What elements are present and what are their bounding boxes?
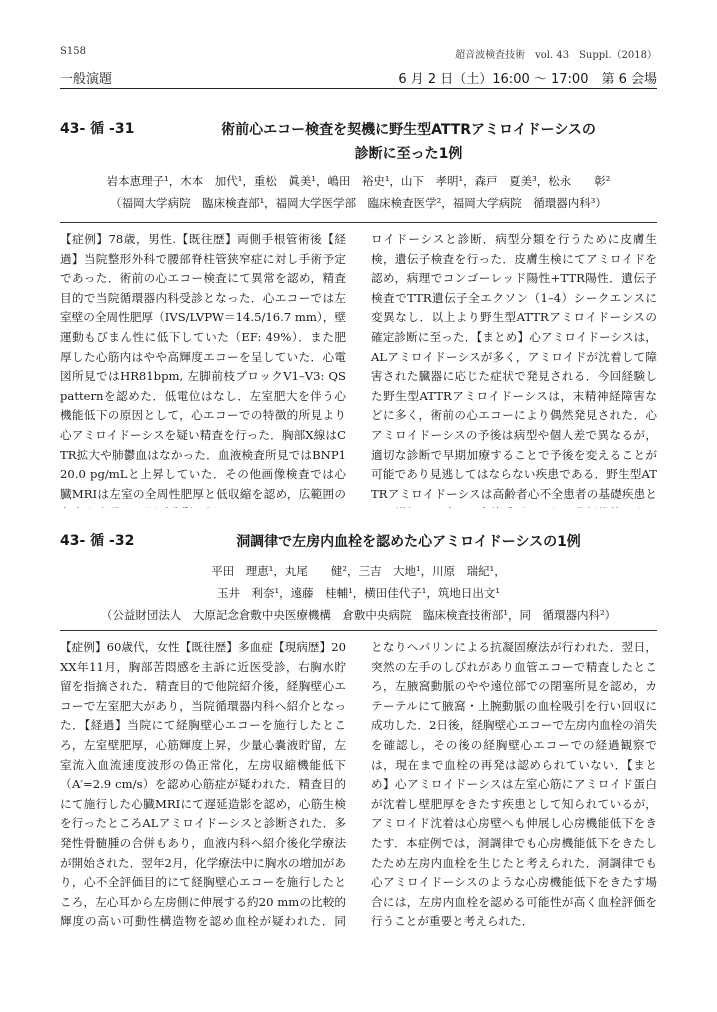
abstract-heading [60,530,657,554]
divider [60,630,657,631]
running-header [60,46,657,60]
page-number: S158 [60,46,86,57]
abstract-id: 43- 循 -31 [60,121,135,137]
abstract-heading [60,118,657,166]
abstract-body-left: 【症例】60歳代，女性【既往歴】多血症【現病歴】20XX年11月，胸部苦悶感を主訴に近医受診，右胸水貯留を指摘された．精査目的で他院紹介後，経胸壁心エコーで左室肥大があり，当院循環器内科へ紹介となった．【経過】当院にて経胸壁心エコーを施行したところ，左室壁肥厚，心筋輝度上昇，少量心嚢液貯留，左室流入血流速度波形の偽正常化，左房収縮機能低下（A′=2.9 cm/s）を認め心筋症が疑われた．精査目的にて施行した心臓MRIにて遅延造影を認め，心筋生検を行ったところALアミロイドーシスと診断された．多発性骨髄腫の合併もあり，血液内科へ紹介後化学療法が開始された．翌年2月，化学療法中に胸水の増加があり，心不全評価目的にて経胸壁心エコーを施行したところ，左心耳から左房側に伸展する約20 mmの比較的輝度の高い可動性構造物を認め血栓が疑われた．同 [60,640,346,929]
abstract-body-right: となりヘパリンによる抗凝固療法が行われた．翌日，突然の左手のしびれがあり血管エコーで精査したところ，左腋窩動脈のやや遠位部での閉塞所見を認め，カテーテルにて腋窩・上腕動脈の血栓吸引を行い回収に成功した．2日後，経胸壁心エコーで左房内血栓の消失を確認し，その後の経胸壁心エコーでの経過観察では，現在まで血栓の再発は認められていない．【まとめ】心アミロイドーシスは左室心筋にアミロイド蛋白が沈着し壁肥厚をきたす疾患として知られているが，アミロイド沈着は心房壁へも伸展し心房機能低下をきたす．本症例では，洞調律でも心房機能低下をきたしたため左房内血栓を生じたと考えられた．洞調律でも心アミロイドーシスのような心房機能低下をきたす場合には，左房内血栓を認める可能性が高く血栓評価を行うことが重要と考えられた． [371,640,657,929]
abstract-title: 術前心エコー検査を契機に野生型ATTRアミロイドーシスの 診断に至った1例 [221,122,596,162]
abstract-title: 洞調律で左房内血栓を認めた心アミロイドーシスの1例 [236,534,581,550]
session-bar [60,68,657,89]
divider [60,222,657,223]
journal-name: 超音波検査技術 vol. 43 Suppl.（2018） [455,50,657,61]
author-list: 平田 理恵¹，丸尾 健²，三吉 大地¹，川原 瑞紀¹， 玉井 利奈¹，遠藤 桂輔¹，横田佳代子¹，筑地日出文¹ （公益財団法人 大原記念倉敷中央医療機構 倉敷中央病院 臨床検査技術部¹，同 循環器内科²） [100,564,617,622]
abstract-body-right: ロイドーシスと診断．病型分類を行うために皮膚生検，遺伝子検査を行った．皮膚生検にてアミロイドを認め，病理でコンゴーレッド陽性+TTR陽性．遺伝子検査でTTR遺伝子全エクソン（1–4）シークエンスに変異なし．以上より野生型ATTRアミロイドーシスの確定診断に至った．【まとめ】心アミロイドーシスは，ALアミロイドーシスが多く，アミロイドが沈着して障害された臓器に応じた症状で発見される．今回経験した野生型ATTRアミロイドーシスは，末精神経障害などに多く，術前の心エコーにより偶然発見された．心アミロイドーシスの予後は病型や個人差で異なるが，適切な診断で早期加療することで予後を変えることが可能であり見逃してはならない疾患である．野生型ATTRアミロイドーシスは高齢者心不全患者の基礎疾患と [371,232,657,501]
author-list: 岩本恵理子¹，木本 加代¹，重松 眞美¹，嶋田 裕史¹，山下 孝明¹，森戸 夏美³，松永 彰² （福岡大学病院 臨床検査部¹，福岡大学医学部 臨床検査医学²，福岡大学病院 循環器内科³） [106,174,611,210]
session-category: 一般演題 [60,72,113,87]
abstract-body-left: 【症例】78歳，男性.【既往歴】両側手根管術後【経過】当院整形外科で腰部脊柱管狭窄症に対し手術予定であった．術前の心エコー検査にて異常を認め，精査目的で当院循環器内科受診となった．心エコーでは左室壁の全周性肥厚（IVS/LVPW＝14.5/16.7 mm），壁運動もびまん性に低下していた（EF: 49%）．また肥厚した心筋内はやや高輝度エコーを呈していた．心電図所見ではHR81bpm, 左脚前枝ブロックV1–V3: QSpatternを認めた．低電位はなし．左室肥大を伴う心機能低下の原因として，心エコーでの特徴的所見より心アミロイドーシスを疑い精査を行った．胸部X線はCTR拡大や肺鬱血はなかった．血液検査所見ではBNP120.0 pg/mLと上昇していた．その他画像検査では心臓MRIは左室の全周性肥厚と低収縮を認め，広範囲の [60,232,346,501]
session-datetime: 6 月 2 日（土）16:00 〜 17:00 第 6 会場 [398,72,657,87]
abstract-id: 43- 循 -32 [60,533,135,549]
